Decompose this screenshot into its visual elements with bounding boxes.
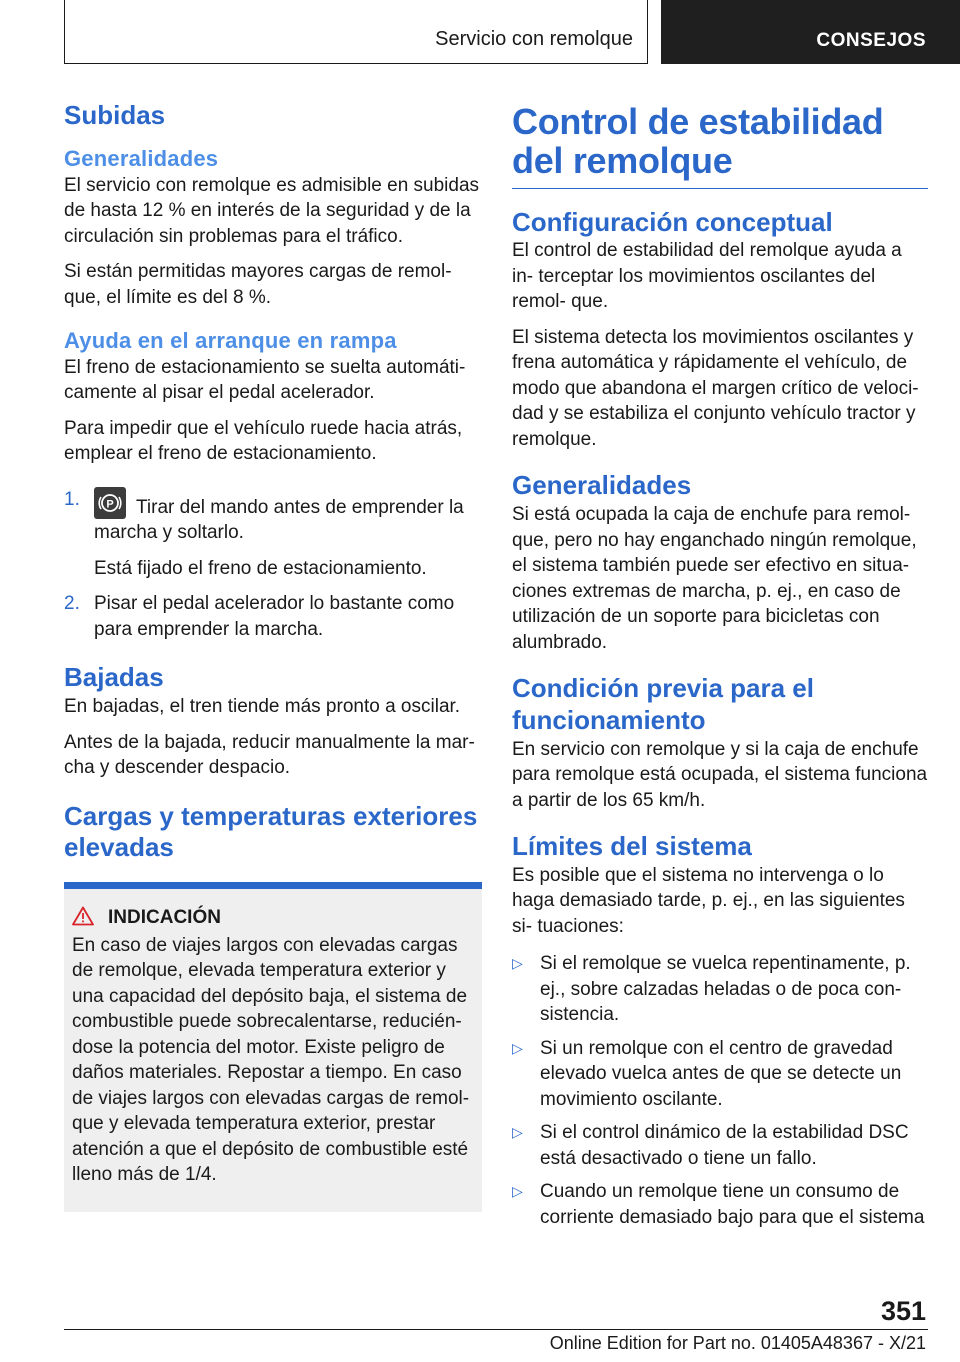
paragraph: En servicio con remolque y si la caja de enchufe para remolque está ocupada, el sistema funciona a partir de los 65 km/h. xyxy=(512,738,928,811)
triangle-bullet-icon: ▷ xyxy=(512,955,523,972)
heading-bajadas: Bajadas xyxy=(64,662,164,693)
step-text: Pisar el pedal acelerador lo bastante como para emprender la marcha. xyxy=(94,593,455,640)
paragraph: El sistema detecta los movimientos oscilantes y frena automática y rápidamente el vehículo, de modo que abandona el margen crítico de veloci‐ dad y se estabiliza el conjunto vehículo tractor y remolque. xyxy=(512,326,919,450)
svg-text:P: P xyxy=(106,498,114,511)
footer-rule xyxy=(64,1329,928,1330)
paragraph: Antes de la bajada, reducir manualmente la mar‐ cha y descender despacio. xyxy=(64,731,475,779)
heading-condicion-previa: Condición previa para el funcionamiento xyxy=(512,673,814,735)
parking-brake-icon xyxy=(94,487,126,519)
list-item xyxy=(512,1120,928,1171)
notice-header xyxy=(72,905,474,931)
heading-ayuda-rampa: Ayuda en el arranque en rampa xyxy=(64,328,397,354)
step-text: Tirar del mando antes de emprender la marcha y soltarlo. xyxy=(94,496,464,544)
header-section-box xyxy=(64,0,648,64)
heading-subidas: Subidas xyxy=(64,100,166,130)
paragraph: En bajadas, el tren tiende más pronto a oscilar. xyxy=(64,696,461,718)
header-chapter-tab xyxy=(661,0,960,64)
paragraph: El servicio con remolque es admisible en subidas de hasta 12 % en interés de la seguridad y de la circulación sin problemas para el tráfico. xyxy=(64,174,480,247)
list-item xyxy=(512,1036,928,1113)
step-text-wrapper xyxy=(94,487,482,546)
list-item xyxy=(512,951,928,1028)
paragraph: Para impedir que el vehículo ruede hacia atrás, emplear el freno de estacionamiento. xyxy=(64,417,463,465)
heading-configuracion: Configuración conceptual xyxy=(512,206,833,237)
list-item xyxy=(512,1179,928,1230)
step-number: 1. xyxy=(64,488,80,510)
paragraph: El control de estabilidad del remolque ayuda a in‐ terceptar los movimientos oscilantes del remol‐ que. xyxy=(512,240,902,313)
paragraph: Si están permitidas mayores cargas de remol‐ que, el límite es del 8 %. xyxy=(64,261,452,308)
list-item-text: Si un remolque con el centro de gravedad elevado vuelca antes de que se detecte un movimiento oscilante. xyxy=(540,1037,902,1110)
header-chapter-title: CONSEJOS xyxy=(816,30,926,51)
notice-text: En caso de viajes largos con elevadas cargas de remolque, elevada temperatura exterior y una capacidad del depósito baja, el sistema de combustible puede sobrecalentarse, reducién‐ dose la potencia del motor. Existe peligro de daños materiales. Repostar a tiempo. En caso de viajes largos con elevadas cargas de remol‐ que y elevada temperatura exterior, prestar atención a que el depósito de combustible esté lleno más de 1/4. xyxy=(72,934,470,1186)
heading-cargas: Cargas y temperaturas exteriores elevadas xyxy=(64,800,478,863)
triangle-bullet-icon: ▷ xyxy=(512,1124,523,1141)
paragraph: El freno de estacionamiento se suelta automáti‐ camente al pisar el pedal acelerador. xyxy=(64,356,466,404)
paragraph: Si está ocupada la caja de enchufe para remol‐ que, pero no hay enganchado ningún remolque, el sistema también puede ser efectivo en situa‐ ciones extremas de marcha, p. ej., en caso de utilización de un soporte para bicicletas con alumbrado. xyxy=(512,504,917,653)
list-item-text: Si el control dinámico de la estabilidad DSC está desactivado o tiene un fallo. xyxy=(540,1122,909,1169)
heading-generalidades-subidas: Generalidades xyxy=(64,145,219,171)
section-rule xyxy=(64,882,482,889)
step-number: 2. xyxy=(64,593,80,615)
step-subtext: Está fijado el freno de estacionamiento. xyxy=(94,557,427,579)
heading-generalidades: Generalidades xyxy=(512,470,692,501)
triangle-bullet-icon: ▷ xyxy=(512,1183,523,1200)
header-section-title: Servicio con remolque xyxy=(435,28,633,50)
triangle-bullet-icon: ▷ xyxy=(512,1039,523,1056)
step-item xyxy=(64,591,482,642)
step-item xyxy=(64,487,482,582)
list-item-text: Si el remolque se vuelca repentinamente, p. ej., sobre calzadas heladas o de poca con‐ sistencia. xyxy=(540,953,911,1026)
footer-edition: Online Edition for Part no. 01405A48367 - X/21 xyxy=(549,1333,926,1353)
notice-box xyxy=(64,889,482,1212)
paragraph: Es posible que el sistema no intervenga o lo haga demasiado tarde, p. ej., en las siguientes si‐ tuaciones: xyxy=(512,864,905,937)
right-column xyxy=(512,100,928,1230)
notice-title: INDICACIÓN xyxy=(108,907,221,929)
page-number: 351 xyxy=(880,1296,926,1326)
heading-control-estabilidad: Control de estabilidad del remolque xyxy=(512,101,884,181)
warning-triangle-icon xyxy=(72,906,94,926)
left-column xyxy=(64,100,482,1212)
title-rule xyxy=(512,188,928,189)
heading-limites: Límites del sistema xyxy=(512,831,752,862)
list-item-text: Cuando un remolque tiene un consumo de corriente demasiado bajo para que el sistema xyxy=(540,1181,925,1228)
